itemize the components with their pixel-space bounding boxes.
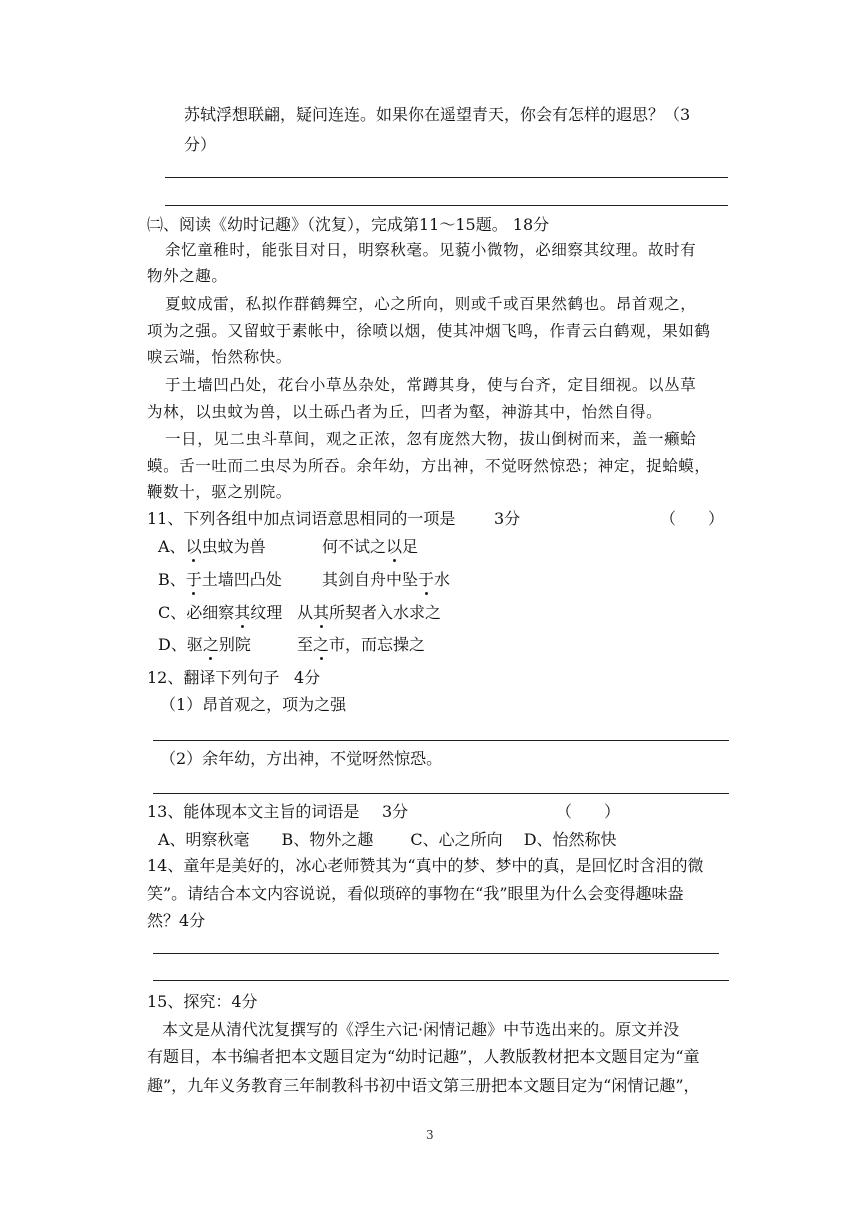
q13-stem: 13、能体现本文主旨的词语是 <box>147 802 360 821</box>
passage-line: 唳云端，怡然称快。 <box>147 348 292 366</box>
q11-option-d-compare: 至之市，而忘操之 <box>297 635 426 654</box>
q11-option-b: B、于土墙凹凸处 <box>158 570 282 589</box>
q15-line: 本文是从清代沈复撰写的《浮生六记·闲情记趣》中节选出来的。原文并没 <box>162 1020 680 1039</box>
q11-option-b-compare: 其剑自舟中坠于水 <box>322 570 451 589</box>
q12-sentence-2: （2）余年幼，方出神，不觉呀然惊恐。 <box>160 749 443 768</box>
dotted-char: 于 <box>185 570 202 589</box>
dotted-char: 其 <box>313 603 330 622</box>
passage-line: 夏蚊成雷，私拟作群鹤舞空，心之所向，则或千或百果然鹤也。昂首观之， <box>165 295 697 313</box>
passage-line: 一日，见二虫斗草间，观之正浓，忽有庞然大物，拔山倒树而来，盖一癞蛤 <box>165 430 697 448</box>
dotted-char: 其 <box>234 603 251 622</box>
q14-line: 然？4分 <box>147 911 206 930</box>
dotted-char: 以 <box>185 537 202 556</box>
answer-line <box>153 793 729 794</box>
question-line: 苏轼浮想联翩，疑问连连。如果你在遥望青天，你会有怎样的遐思？（3 <box>184 105 691 124</box>
dotted-char: 之 <box>313 635 330 654</box>
q12-sentence-1: （1）昂首观之，项为之强 <box>160 695 347 714</box>
q11-option-c: C、必细察其纹理 <box>158 603 283 622</box>
question-line: 分） <box>184 135 217 154</box>
passage-line: 于土墙凹凸处，花台小草丛杂处，常蹲其身，使与台齐，定目细视。以丛草 <box>165 376 697 394</box>
q12-stem: 12、翻译下列句子 <box>147 668 280 687</box>
answer-line <box>153 740 729 741</box>
answer-line <box>153 953 719 954</box>
q14-line: 笑”。请结合本文内容说说，看似琐碎的事物在“我”眼里为什么会变得趣味盎 <box>147 884 684 903</box>
q14-line: 14、童年是美好的，冰心老师赞其为“真中的梦、梦中的真，是回忆时含泪的微 <box>147 856 704 875</box>
answer-line <box>153 980 729 981</box>
q15-stem: 15、探究：4分 <box>147 992 258 1011</box>
q13-answer-paren: （ ） <box>556 802 621 821</box>
passage-line: 蟆。舌一吐而二虫尽为所吞。余年幼，方出神，不觉呀然惊恐；神定，捉蛤蟆， <box>147 457 711 475</box>
section-heading: ㈡、阅读《幼时记趣》（沈复），完成第11～15题。 18分 <box>147 215 550 234</box>
passage-line: 为林，以虫蚊为兽，以土砾凸者为丘，凹者为壑，神游其中，怡然自得。 <box>147 403 663 421</box>
passage-line: 项为之强。又留蚊于素帐中，徐喷以烟，使其冲烟飞鸣，作青云白鹤观，果如鹤 <box>147 322 711 340</box>
answer-line <box>165 177 728 178</box>
q11-option-a: A、以虫蚊为兽 <box>158 537 266 556</box>
passage-line: 物外之趣。 <box>147 267 228 285</box>
passage-line: 鞭数十，驱之别院。 <box>147 483 292 501</box>
dotted-char: 于 <box>418 570 435 589</box>
q11-option-c-compare: 从其所契者入水求之 <box>297 603 442 622</box>
q11-option-a-compare: 何不试之以足 <box>322 537 419 556</box>
passage-line: 余忆童稚时，能张目对日，明察秋毫。见藐小微物，必细察其纹理。故时有 <box>165 241 697 259</box>
dotted-char: 以 <box>386 537 403 556</box>
q11-stem: 11、下列各组中加点词语意思相同的一项是 <box>147 509 456 528</box>
page-number: 3 <box>426 1128 434 1142</box>
q13-options: A、明察秋毫 B、物外之趣 C、心之所向 D、怡然称快 <box>158 830 617 849</box>
q11-score: 3分 <box>494 509 521 528</box>
dotted-char: 之 <box>202 635 219 654</box>
q15-line: 有题目，本书编者把本文题目定为“幼时记趣”，人教版教材把本文题目定为“童 <box>147 1047 700 1066</box>
q12-score: 4分 <box>294 668 321 687</box>
q13-score: 3分 <box>382 802 409 821</box>
q11-option-d: D、驱之别院 <box>158 635 251 654</box>
q15-line: 趣”，九年义务教育三年制教科书初中语文第三册把本文题目定为“闲情记趣”， <box>147 1076 700 1095</box>
q11-answer-paren: （ ） <box>660 509 725 528</box>
answer-line <box>165 205 728 206</box>
